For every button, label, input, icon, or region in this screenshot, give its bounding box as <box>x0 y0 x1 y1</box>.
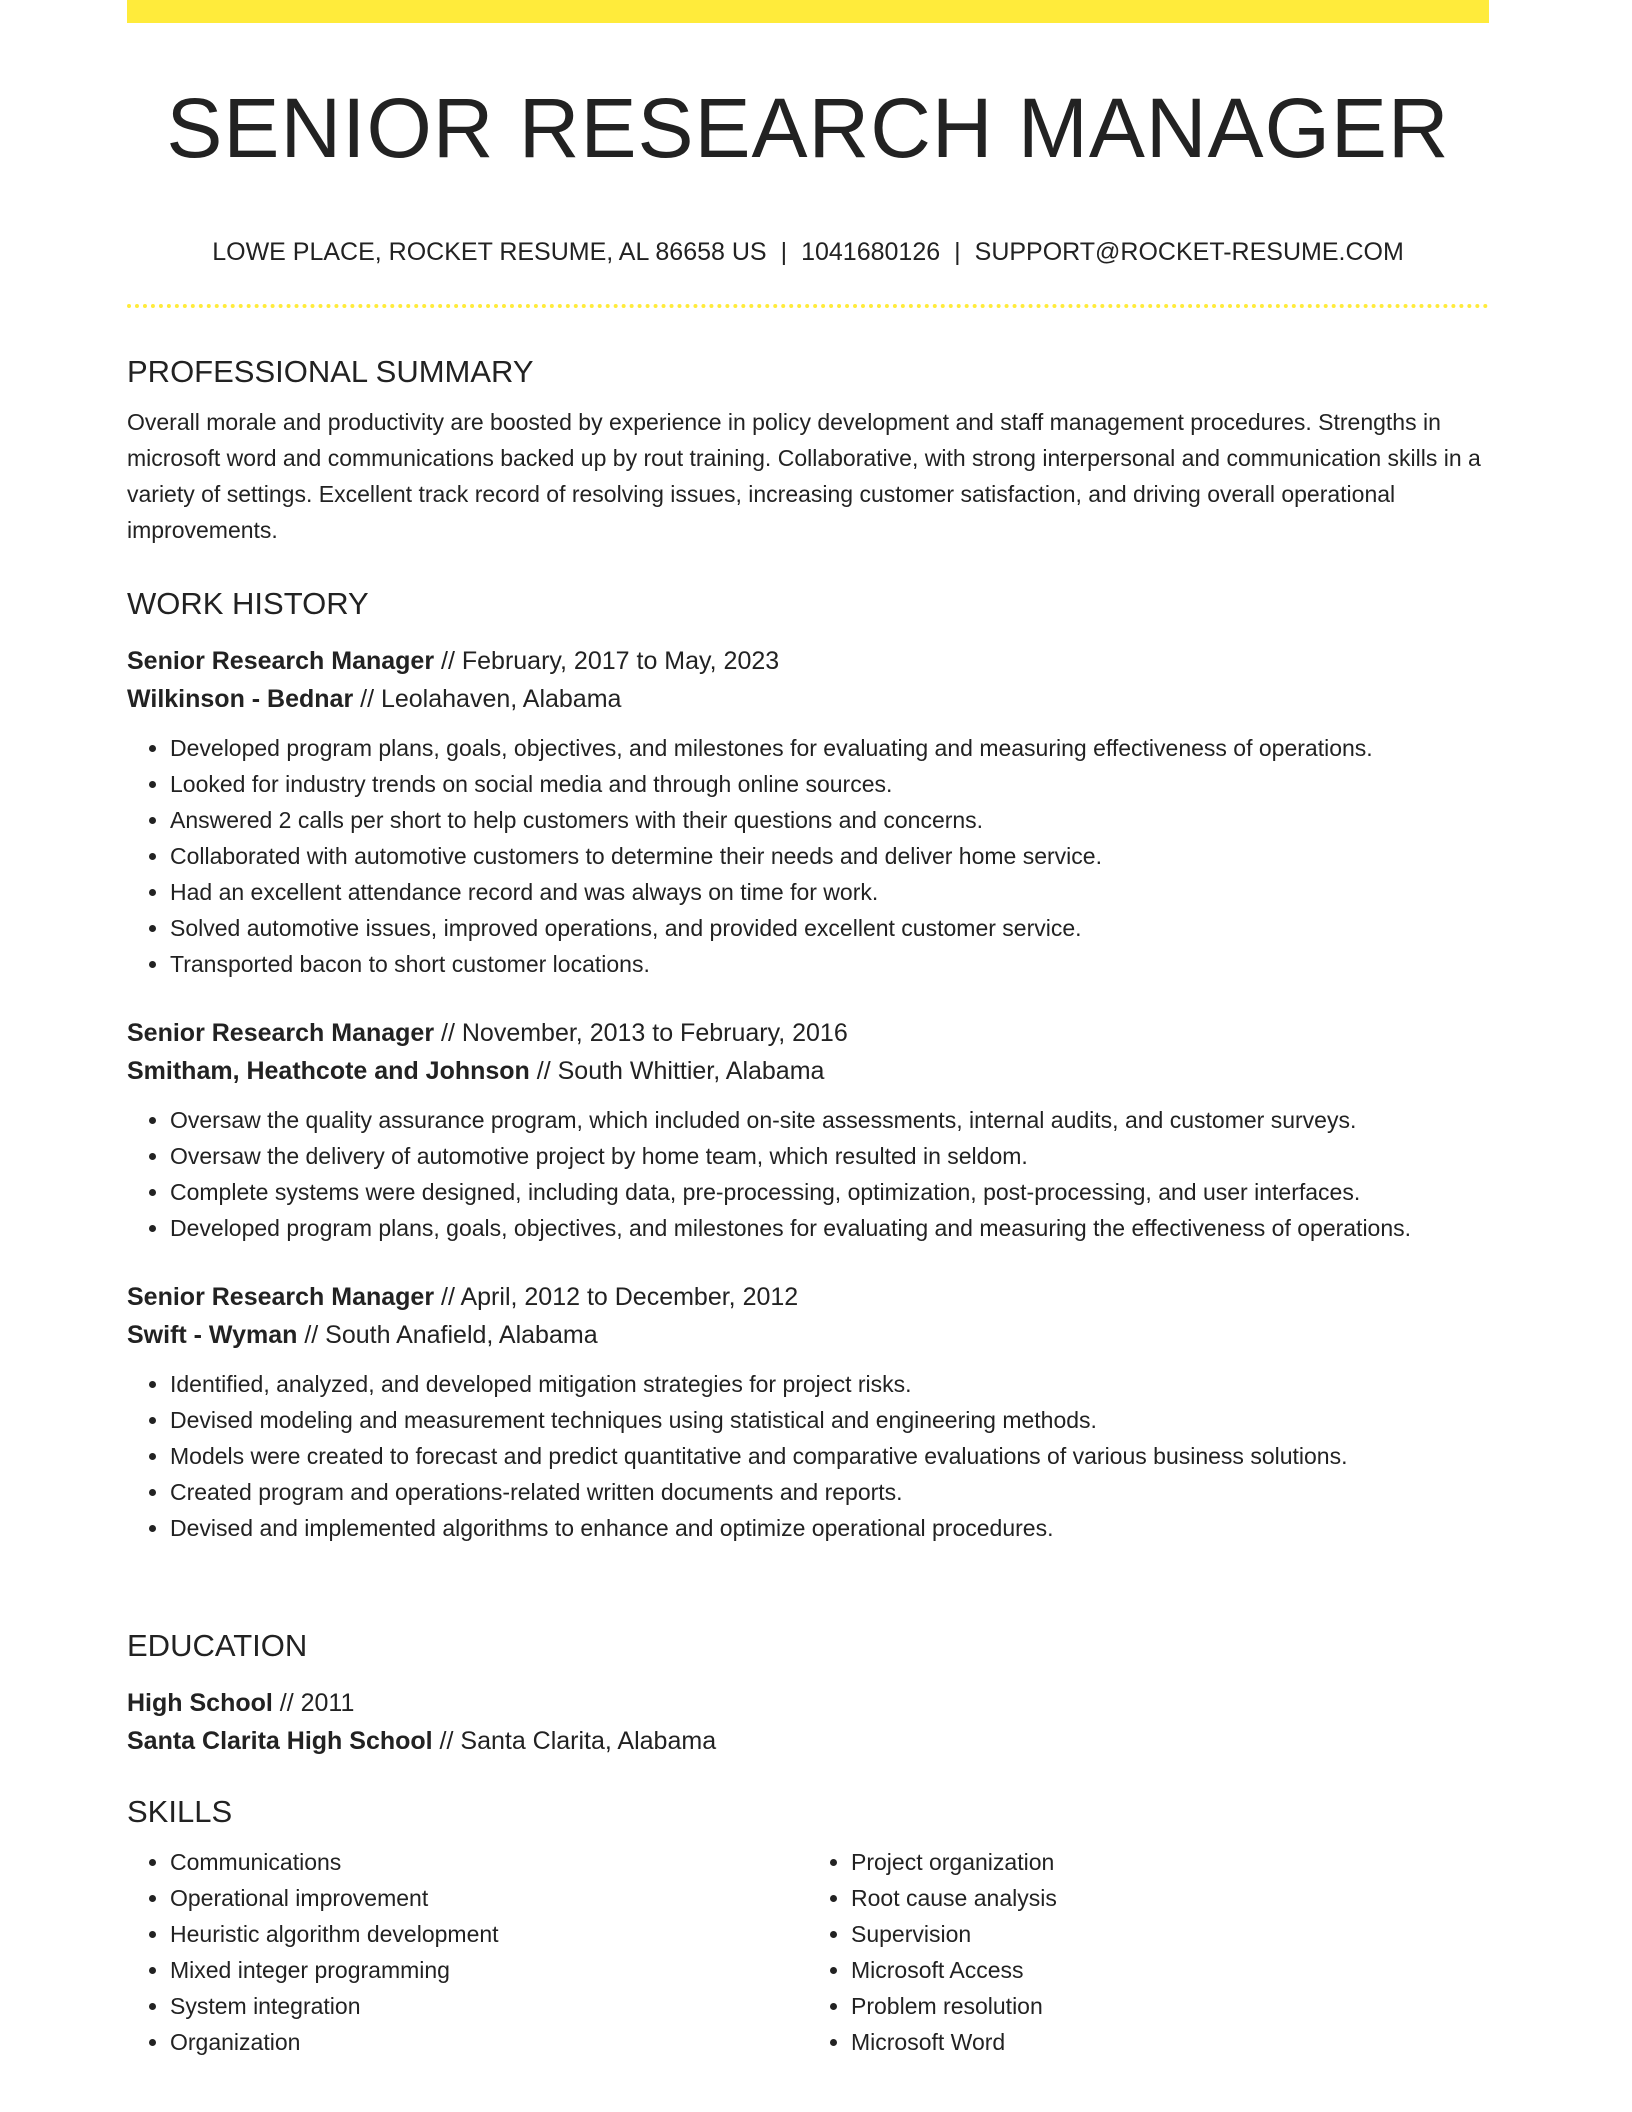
contact-line <box>127 236 1489 268</box>
skill-item: • Operational improvement <box>170 1880 808 1916</box>
job-location: // South Anafield, Alabama <box>297 1321 598 1349</box>
education-degree: High School <box>127 1689 273 1717</box>
job-location: // South Whittier, Alabama <box>529 1057 825 1085</box>
skills-heading: SKILLS <box>127 1794 233 1829</box>
job-bullets <box>127 1102 1489 1246</box>
skill-item: • Microsoft Word <box>851 2024 1489 2060</box>
summary-section <box>127 352 1489 548</box>
job-bullet: • Developed program plans, goals, objectives, and milestones for evaluating and measuring the effectiveness of operations. <box>170 1210 1489 1246</box>
top-accent-bar <box>127 0 1489 23</box>
job-title: Senior Research Manager <box>127 1019 435 1047</box>
job-location: // Leolahaven, Alabama <box>353 685 622 713</box>
education-location: // Santa Clarita, Alabama <box>432 1727 717 1755</box>
job-title: Senior Research Manager <box>127 1283 435 1311</box>
skills-list-right <box>808 1844 1489 2060</box>
skills-columns <box>127 1832 1489 2060</box>
skill-item: • Problem resolution <box>851 1988 1489 2024</box>
work-history-section <box>127 584 1489 1546</box>
education-year: // 2011 <box>272 1689 355 1717</box>
contact-phone: 1041680126 <box>801 238 941 266</box>
job-company: Swift - Wyman <box>127 1321 298 1349</box>
job-bullet: • Oversaw the delivery of automotive project by home team, which resulted in seldom. <box>170 1138 1489 1174</box>
job-entry <box>127 1278 1489 1546</box>
summary-text: Overall morale and productivity are boosted by experience in policy development and staff management procedures. Strengths in microsoft word and communications backed up by rout training. Collaborative, with strong interpersonal and communication skills in a variety of settings. Excellent track record of resolving issues, increasing customer satisfaction, and driving overall operational improvements. <box>127 409 1481 543</box>
job-bullet: • Devised and implemented algorithms to enhance and optimize operational procedures. <box>170 1510 1489 1546</box>
education-degree-line <box>127 1684 1489 1722</box>
job-company: Smitham, Heathcote and Johnson <box>127 1057 530 1085</box>
job-bullet: • Looked for industry trends on social media and through online sources. <box>170 766 1489 802</box>
job-entry <box>127 1014 1489 1246</box>
work-history-heading: WORK HISTORY <box>127 586 369 621</box>
job-entry <box>127 642 1489 982</box>
job-title-line <box>127 1278 1489 1316</box>
job-bullet: • Had an excellent attendance record and was always on time for work. <box>170 874 1489 910</box>
job-bullet: • Solved automotive issues, improved operations, and provided excellent customer service. <box>170 910 1489 946</box>
job-title: Senior Research Manager <box>127 647 435 675</box>
skill-item: • Root cause analysis <box>851 1880 1489 1916</box>
skills-list-left <box>127 1844 808 2060</box>
job-dates: // November, 2013 to February, 2016 <box>434 1019 848 1047</box>
skill-item: • Microsoft Access <box>851 1952 1489 1988</box>
job-company-line <box>127 1052 1489 1090</box>
job-title-line <box>127 642 1489 680</box>
contact-address: LOWE PLACE, ROCKET RESUME, AL 86658 US <box>212 238 767 266</box>
job-bullet: • Oversaw the quality assurance program, which included on-site assessments, internal audits, and customer surveys. <box>170 1102 1489 1138</box>
dotted-divider <box>127 304 1489 308</box>
skill-item: • Mixed integer programming <box>170 1952 808 1988</box>
job-bullet: • Collaborated with automotive customers to determine their needs and deliver home service. <box>170 838 1489 874</box>
contact-separator: | <box>780 238 788 266</box>
job-bullets <box>127 1366 1489 1546</box>
job-bullet: • Answered 2 calls per short to help customers with their questions and concerns. <box>170 802 1489 838</box>
job-bullet: • Identified, analyzed, and developed mitigation strategies for project risks. <box>170 1366 1489 1402</box>
job-company-line <box>127 680 1489 718</box>
job-bullet: • Created program and operations-related written documents and reports. <box>170 1474 1489 1510</box>
job-dates: // February, 2017 to May, 2023 <box>434 647 780 675</box>
contact-email: SUPPORT@ROCKET-RESUME.COM <box>974 238 1404 266</box>
job-bullets <box>127 730 1489 982</box>
job-bullet: • Transported bacon to short customer locations. <box>170 946 1489 982</box>
job-company: Wilkinson - Bednar <box>127 685 354 713</box>
summary-heading: PROFESSIONAL SUMMARY <box>127 354 534 389</box>
job-title-line <box>127 1014 1489 1052</box>
job-bullet: • Models were created to forecast and predict quantitative and comparative evaluations of various business solutions. <box>170 1438 1489 1474</box>
job-bullet: • Complete systems were designed, including data, pre-processing, optimization, post-processing, and user interfaces. <box>170 1174 1489 1210</box>
skill-item: • Heuristic algorithm development <box>170 1916 808 1952</box>
skill-item: • Supervision <box>851 1916 1489 1952</box>
job-company-line <box>127 1316 1489 1354</box>
skill-item: • Project organization <box>851 1844 1489 1880</box>
education-heading: EDUCATION <box>127 1628 308 1663</box>
skill-item: • Organization <box>170 2024 808 2060</box>
skill-item: • Communications <box>170 1844 808 1880</box>
job-bullet: • Developed program plans, goals, objectives, and milestones for evaluating and measuring effectiveness of operations. <box>170 730 1489 766</box>
job-dates: // April, 2012 to December, 2012 <box>434 1283 799 1311</box>
education-section <box>127 1626 1489 1760</box>
page-title: SENIOR RESEARCH MANAGER <box>166 81 1450 175</box>
skills-section <box>127 1792 1489 2060</box>
job-bullet: • Devised modeling and measurement techniques using statistical and engineering methods. <box>170 1402 1489 1438</box>
education-school: Santa Clarita High School <box>127 1727 433 1755</box>
skill-item: • System integration <box>170 1988 808 2024</box>
education-school-line <box>127 1722 1489 1760</box>
education-entry <box>127 1684 1489 1760</box>
contact-separator: | <box>954 238 961 266</box>
